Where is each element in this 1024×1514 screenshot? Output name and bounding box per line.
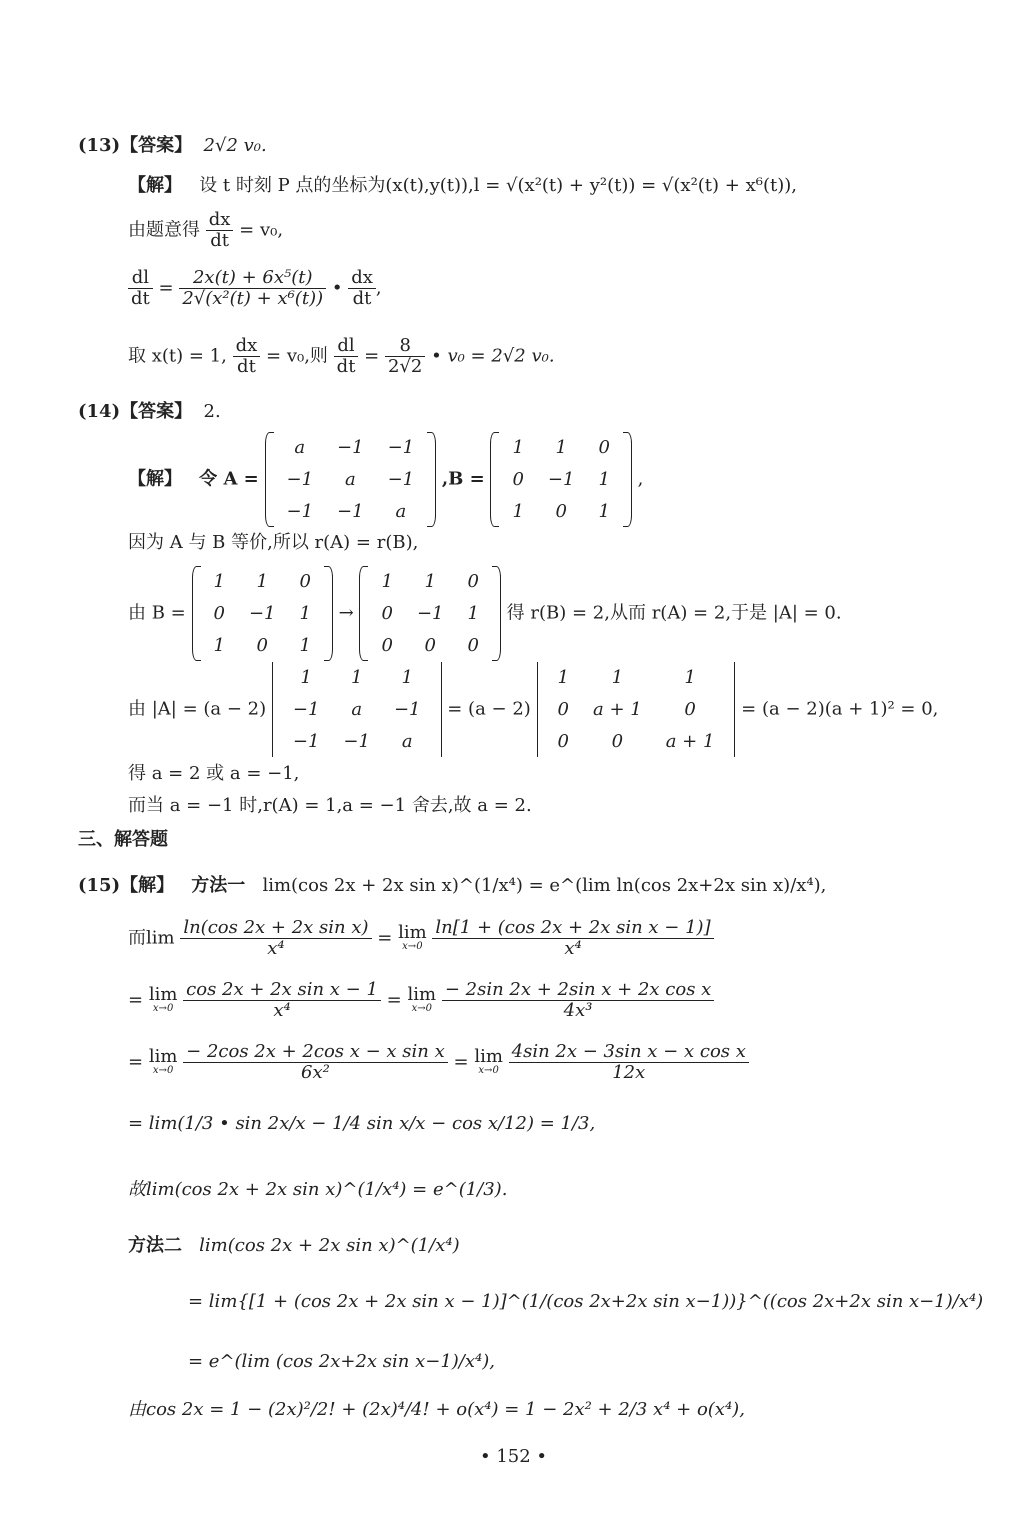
- q15-method2-line4: [128, 1400, 745, 1420]
- denominator: 4x³: [563, 999, 593, 1021]
- matrix-b-reduced-cell: 0: [381, 634, 393, 656]
- q15-method1-label: 方法一: [191, 875, 246, 896]
- lim-sub: x→0: [411, 1003, 432, 1015]
- lim-word: lim: [148, 984, 178, 1006]
- determinant-2-cell: a + 1: [593, 698, 642, 720]
- matrix-b-copy-cell: 1: [299, 634, 311, 656]
- determinant-2-row: [546, 726, 727, 758]
- q13-line1: [128, 176, 797, 196]
- q14-line3: 由 B = 1 1 0 0 −1 1 1 0 1 → 1 1 0 0 −1 1 0 0 0 得 r(B) = 2,从而 r(A) = 2,于是 |A| = 0.: [128, 566, 842, 661]
- q15-m1-text-5: = lim(1/3 • sin 2x/x − 1/4 sin x/x − cos x/12) = 1/3,: [128, 1113, 596, 1134]
- matrix-b-reduced-cell: −1: [416, 602, 444, 624]
- lim-word: lim: [148, 1046, 178, 1068]
- denominator: x⁴: [273, 999, 291, 1021]
- q15-m2-text-4: 由cos 2x = 1 − (2x)²/2! + (2x)⁴/4! + o(x⁴) = 1 − 2x² + 2/3 x⁴ + o(x⁴),: [128, 1399, 745, 1420]
- determinant-2-cell: 1: [684, 667, 696, 688]
- numerator: cos 2x + 2x sin x − 1: [183, 980, 381, 1001]
- denominator: 2√(x²(t) + x⁶(t)): [182, 287, 324, 309]
- q15-m1-text-1: lim(cos 2x + 2x sin x)^(1/x⁴) = e^(lim ln(cos 2x+2x sin x)/x⁴),: [262, 875, 827, 896]
- matrix-b-cell: 1: [598, 500, 610, 522]
- lim-word: lim: [398, 922, 427, 944]
- fraction-8-over-2sqrt2: [385, 336, 425, 377]
- q13-text-4b: = v₀,则: [266, 345, 328, 367]
- numerator: dl: [128, 268, 153, 289]
- q13-line4: [128, 336, 555, 377]
- matrix-b-copy-cell: −1: [248, 602, 276, 624]
- denominator: dt: [237, 355, 256, 377]
- matrix-b-reduced-cell: 0: [467, 634, 479, 656]
- limit-operator: [398, 924, 427, 952]
- q15-method2-label: 方法二: [128, 1235, 182, 1256]
- matrix-a-row: [275, 496, 427, 528]
- determinant-2-cell: a + 1: [665, 730, 715, 752]
- q14-text-equiv: 因为 A 与 B 等价,所以 r(A) = r(B),: [128, 532, 419, 553]
- fraction-ln: [180, 918, 371, 959]
- fraction-step4b: [509, 1042, 749, 1083]
- matrix-b-copy-cell: 0: [299, 571, 311, 592]
- q13-text-2b: = v₀,: [239, 219, 284, 241]
- q15-line2: [128, 918, 714, 959]
- matrix-a-cell: −1: [387, 468, 415, 490]
- q15-method2-line2: [188, 1292, 983, 1312]
- matrix-b-cell: 0: [512, 468, 524, 490]
- determinant-2-row: [546, 662, 727, 694]
- matrix-b-row: [500, 464, 621, 496]
- matrix-B-reduced: [359, 566, 500, 661]
- matrix-a-cell: −1: [337, 500, 364, 522]
- numerator: dx: [206, 210, 234, 231]
- q13-answer-label: (13)【答案】: [78, 135, 193, 156]
- q13-text-1: 设 t 时刻 P 点的坐标为(x(t),y(t)),l = √(x²(t) + y²(t)) = √(x²(t) + x⁶(t)),: [199, 175, 797, 196]
- denominator: 12x: [612, 1061, 646, 1083]
- q15-line1: [78, 876, 826, 896]
- q14-line5: [128, 764, 299, 784]
- determinant-2-cell: 1: [557, 667, 569, 688]
- matrix-b-copy-cell: 1: [213, 571, 225, 592]
- denominator: 2√2: [388, 355, 423, 377]
- q13-answer: 2√2 v₀.: [203, 135, 267, 156]
- q14-line1: 【解】 令 A = a −1 −1 −1 a −1 −1 −1 a ,B = 1 1 0 0 −1 1 1 0 1 ,: [128, 432, 643, 527]
- q14-det-end: = (a − 2)(a + 1)² = 0,: [741, 698, 939, 720]
- q13-text-4c: • v₀ = 2√2 v₀.: [431, 345, 555, 367]
- matrix-a-cell: a: [395, 500, 407, 522]
- equals: =: [386, 989, 402, 1011]
- fraction-step3a: [183, 980, 381, 1021]
- equals: =: [453, 1051, 469, 1073]
- q14-line6: [128, 796, 532, 816]
- lim-sub: x→0: [478, 1065, 499, 1077]
- denominator: dt: [336, 355, 356, 377]
- denominator: x⁴: [564, 937, 582, 959]
- q13-solution-label: 【解】: [128, 175, 182, 196]
- matrix-b-copy-cell: 1: [299, 602, 311, 624]
- determinant-1-row: [281, 726, 433, 758]
- numerator: − 2sin 2x + 2sin x + 2x cos x: [442, 980, 714, 1001]
- matrix-b-copy-cell: 1: [256, 571, 268, 592]
- matrix-b-cell: 1: [598, 468, 610, 490]
- matrix-b-row: [500, 432, 621, 464]
- equals: =: [364, 345, 380, 367]
- matrix-b-reduced-row: [369, 598, 490, 630]
- determinant-1-cell: 1: [401, 667, 413, 688]
- q13-header: [78, 136, 267, 156]
- matrix-b-copy-row: [202, 566, 323, 598]
- q15-method2-line1: [128, 1236, 460, 1256]
- q14-solution-label: 【解】: [128, 468, 182, 490]
- q14-text-rank: 得 r(B) = 2,从而 r(A) = 2,于是 |A| = 0.: [506, 602, 842, 624]
- matrix-B-repeat: [192, 566, 333, 661]
- matrix-a-cell: a: [294, 437, 306, 458]
- q15-m2-text-2: = lim{[1 + (cos 2x + 2x sin x − 1)]^(1/(cos 2x+2x sin x−1))}^((cos 2x+2x sin x−1)/x⁴): [188, 1291, 984, 1312]
- determinant-2-cell: 0: [557, 698, 569, 720]
- matrix-a-cell: −1: [286, 500, 314, 522]
- determinant-1-cell: −1: [393, 698, 421, 720]
- determinant-1-cell: −1: [292, 698, 320, 720]
- limit-operator: [474, 1048, 503, 1076]
- matrix-b-row: [500, 496, 621, 528]
- fraction-step4a: [183, 1042, 448, 1083]
- determinant-2-cell: 1: [611, 667, 624, 688]
- matrix-b-reduced-row: [369, 630, 490, 662]
- denominator: x⁴: [267, 937, 285, 959]
- matrix-b-cell: −1: [547, 468, 575, 490]
- numerator: dx: [348, 268, 376, 289]
- numerator: − 2cos 2x + 2cos x − x sin x: [183, 1042, 448, 1063]
- q15-line3: [128, 980, 714, 1021]
- q14-answer-label: (14)【答案】: [78, 401, 193, 422]
- matrix-b-copy-cell: 1: [213, 634, 225, 656]
- determinant-1-cell: 1: [350, 667, 363, 688]
- fraction-dx-dt-3: [233, 336, 261, 377]
- lim-word: lim: [407, 984, 437, 1006]
- q14-text-when: 而当 a = −1 时,r(A) = 1,a = −1 舍去,故 a = 2.: [128, 795, 532, 816]
- determinant-1-cell: −1: [292, 730, 320, 752]
- limit-operator: [149, 1048, 178, 1076]
- q15-method2-line3: [188, 1352, 495, 1372]
- matrix-b-cell: 1: [555, 437, 567, 458]
- matrix-b-reduced-cell: 1: [424, 571, 436, 592]
- section-heading: 三、解答题: [78, 829, 168, 850]
- q15-line5: [128, 1114, 595, 1134]
- matrix-a-cell: −1: [387, 437, 415, 458]
- fraction-dl-dt-2: [334, 336, 359, 377]
- q14-header: [78, 402, 221, 422]
- numerator: dx: [233, 336, 261, 357]
- q15-line6: [128, 1180, 507, 1200]
- denominator: 6x²: [301, 1061, 330, 1083]
- determinant-2: [537, 662, 736, 757]
- fraction-dx-dt-2: [348, 268, 376, 309]
- q15-m2-text-1: lim(cos 2x + 2x sin x)^(1/x⁴): [199, 1235, 460, 1256]
- matrix-b-reduced-cell: 1: [467, 602, 479, 624]
- denominator: dt: [131, 287, 150, 309]
- numerator: ln(cos 2x + 2x sin x): [180, 918, 371, 939]
- denominator: dt: [210, 229, 229, 251]
- equals: =: [128, 989, 144, 1011]
- q14-answer: 2.: [203, 401, 221, 422]
- q13-text-2: 由题意得: [128, 219, 200, 241]
- q13-text-4: 取 x(t) = 1,: [128, 345, 227, 367]
- lim-sub: x→0: [402, 941, 423, 953]
- limit-operator: [149, 986, 178, 1014]
- q14-line4: [128, 662, 938, 757]
- numerator: 2x(t) + 6x⁵(t): [179, 268, 326, 289]
- matrix-b-reduced-cell: 0: [424, 634, 436, 656]
- matrix-a-row: [275, 464, 427, 496]
- lim-sub: x→0: [152, 1003, 174, 1015]
- determinant-2-cell: 0: [684, 698, 696, 720]
- equals: =: [158, 277, 174, 299]
- matrix-b-reduced-cell: 1: [381, 571, 393, 592]
- determinant-1-cell: −1: [343, 730, 370, 752]
- matrix-b-copy-row: [202, 630, 323, 662]
- q13-line2: [128, 210, 283, 251]
- q14-text-get: 得 a = 2 或 a = −1,: [128, 763, 300, 784]
- fraction-derivative: [179, 268, 326, 309]
- matrix-b-cell: 1: [512, 437, 524, 458]
- determinant-2-cell: 0: [557, 730, 569, 752]
- matrix-b-reduced-row: [369, 566, 490, 598]
- matrix-a-cell: −1: [286, 468, 314, 490]
- fraction-dx-dt: [206, 210, 234, 251]
- q15-solution-label: (15)【解】: [78, 875, 175, 896]
- numerator: ln[1 + (cos 2x + 2x sin x − 1)]: [432, 918, 713, 939]
- matrix-a-cell: a: [344, 468, 356, 490]
- determinant-2-row: [546, 694, 727, 726]
- determinant-1-cell: a: [351, 698, 363, 720]
- numerator: dl: [334, 336, 359, 357]
- determinant-1-row: [281, 694, 433, 726]
- numerator: 4sin 2x − 3sin x − x cos x: [509, 1042, 749, 1063]
- matrix-b-copy-cell: 0: [256, 634, 268, 656]
- matrix-b-cell: 0: [598, 437, 610, 458]
- matrix-B: [490, 432, 631, 527]
- matrix-a-cell: −1: [337, 437, 364, 458]
- q14-det-mid: = (a − 2): [447, 698, 531, 720]
- q15-line4: [128, 1042, 749, 1083]
- q13-line3: $\frac{dl}{dt}$ = $\frac{\text{2x(t) + 6x⁵(t)}}{\text{2√(x²(t) + x⁶(t))}}$ • $\frac{dx}{dt}$ ,: [128, 268, 382, 309]
- q14-det-pre: 由 |A| = (a − 2): [128, 698, 267, 720]
- matrix-b-reduced-cell: 0: [467, 571, 479, 592]
- equals: =: [377, 927, 393, 949]
- equals: =: [128, 1051, 144, 1073]
- fraction-dl-dt: [128, 268, 153, 309]
- matrix-b-copy-row: [202, 598, 323, 630]
- fraction-ln-expanded: [432, 918, 713, 959]
- q14-let: 令 A =: [199, 468, 259, 490]
- determinant-2-cell: 0: [611, 730, 624, 752]
- denominator: dt: [352, 287, 372, 309]
- q15-m2-text-3: = e^(lim (cos 2x+2x sin x−1)/x⁴),: [188, 1351, 495, 1372]
- q14-b-eq: ,B =: [441, 468, 485, 490]
- numerator: 8: [385, 336, 425, 357]
- matrix-b-cell: 0: [555, 500, 567, 522]
- fraction-step3b: [442, 980, 714, 1021]
- q15-m1-text-6: 故lim(cos 2x + 2x sin x)^(1/x⁴) = e^(1/3).: [128, 1179, 508, 1200]
- matrix-b-cell: 1: [512, 500, 524, 522]
- matrix-b-copy-cell: 0: [213, 602, 225, 624]
- lim-word: lim: [474, 1046, 503, 1068]
- q14-line2: [128, 533, 418, 553]
- q14-text-by: 由 B =: [128, 602, 186, 624]
- limit-operator: [408, 986, 437, 1014]
- matrix-a-row: [275, 432, 427, 464]
- page-number: • 152 •: [480, 1446, 548, 1467]
- matrix-b-reduced-cell: 0: [381, 602, 393, 624]
- determinant-1-cell: 1: [300, 667, 312, 688]
- q15-m1-lim-word: 而lim: [128, 927, 175, 949]
- lim-sub: x→0: [152, 1065, 174, 1077]
- determinant-1-cell: a: [401, 730, 413, 752]
- determinant-1-row: [281, 662, 433, 694]
- determinant-1: [272, 662, 442, 757]
- matrix-A: [265, 432, 437, 527]
